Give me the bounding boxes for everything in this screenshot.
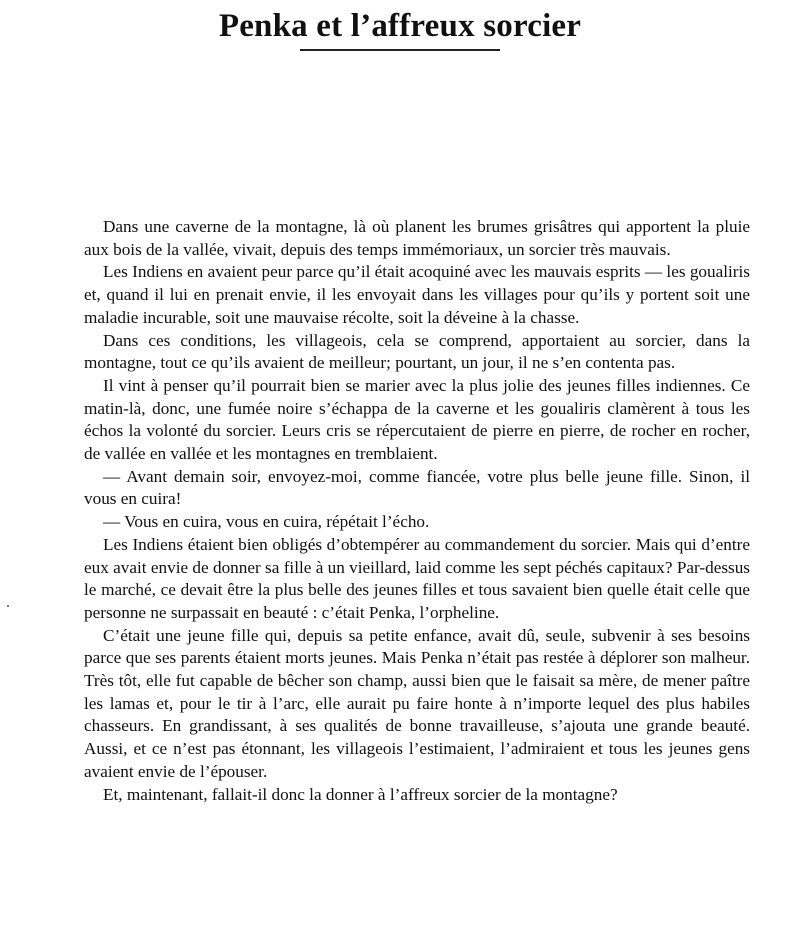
title-underline — [300, 49, 500, 51]
margin-speck — [7, 605, 9, 607]
paragraph: Il vint à penser qu’il pourrait bien se marier avec la plus jolie des jeunes filles indiennes. Ce matin-là, donc, une fumée noire s’échappa de la caverne et les goualiris clamèrent à tous les échos la volonté du sorcier. Leurs cris se répercutaient de pierre en pierre, de rocher en rocher, de vallée en vallée et les montagnes en tremblaient. — [84, 375, 750, 464]
story-body — [84, 216, 750, 806]
page-title: Penka et l’affreux sorcier — [218, 8, 582, 44]
paragraph: Dans ces conditions, les villageois, cela se comprend, apportaient au sorcier, dans la montagne, tout ce qu’ils avaient de meilleur; pourtant, un jour, il ne s’en contenta pas. — [84, 330, 750, 373]
dialogue-paragraph: — Vous en cuira, vous en cuira, répétait l’écho. — [103, 512, 430, 532]
paragraph: Dans une caverne de la montagne, là où planent les brumes grisâtres qui apportent la pluie aux bois de la vallée, vivait, depuis des temps immémoriaux, un sorcier très mauvais. — [84, 217, 750, 259]
paragraph: C’était une jeune fille qui, depuis sa petite enfance, avait dû, seule, subvenir à ses besoins parce que ses parents étaient morts jeunes. Mais Penka n’était pas restée à déplorer son malheur. Très tôt, elle fut capable de bêcher son champ, aussi bien que le faisait sa mère, de mener paître les lamas et, pour le tir à l’arc, elle aurait pu faire honte à n’importe lequel des plus habiles chasseurs. En grandissant, à ses qualités de bonne travailleuse, s’ajouta une grande beauté. Aussi, et ce n’est pas étonnant, les villageois l’estimaient, l’admiraient et tous les jeunes gens avaient envie de l’épouser. — [84, 625, 750, 781]
dialogue-paragraph: — Avant demain soir, envoyez-moi, comme fiancée, votre plus belle jeune fille. Sinon, il vous en cuira! — [84, 466, 750, 509]
paragraph: Les Indiens en avaient peur parce qu’il était acoquiné avec les mauvais esprits — les goualiris et, quand il lui en prenait envie, il les envoyait dans les villages pour qu’ils y portent soit une maladie incurable, soit une mauvaise récolte, soit la déveine à la chasse. — [84, 262, 750, 327]
paragraph: Les Indiens étaient bien obligés d’obtempérer au commandement du sorcier. Mais qui d’entre eux avait envie de donner sa fille à un vieillard, laid comme les sept péchés capitaux? Par-dessus le marché, ce devait être la plus belle des jeunes filles et tous savaient bien quelle était celle que personne ne surpassait en beauté : c’était Penka, l’orpheline. — [84, 534, 750, 622]
paragraph: Et, maintenant, fallait-il donc la donner à l’affreux sorcier de la montagne? — [103, 784, 618, 804]
